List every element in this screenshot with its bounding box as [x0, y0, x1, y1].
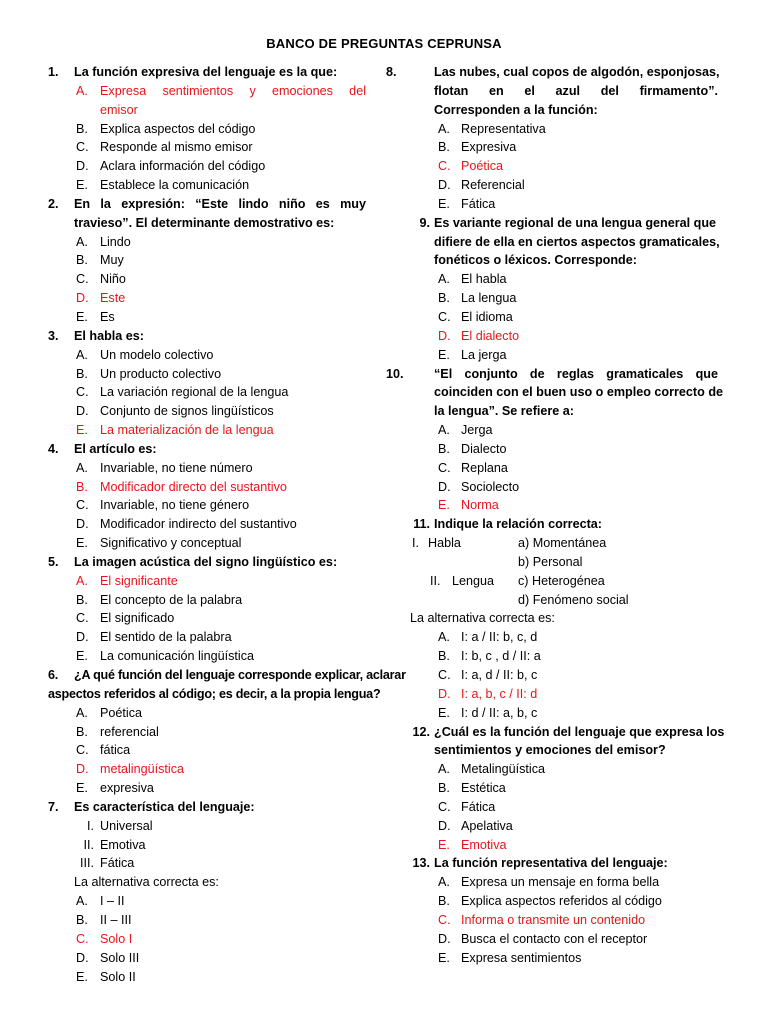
q13-option-e: E. Expresa sentimientos	[438, 950, 582, 965]
question-8-cont-1: flotan en el azul del firmamento”.	[434, 83, 718, 98]
q1-option-e: E. Establece la comunicación	[76, 178, 250, 193]
q11-a: a) Momentánea	[518, 536, 607, 551]
q4-option-a: A. Invariable, no tiene número	[76, 460, 253, 475]
q9-option-d: D. El dialecto	[438, 328, 520, 343]
q1-option-a-cont: emisor	[100, 102, 138, 117]
q11-match-row-3	[410, 572, 718, 591]
q1-option-c: C. Responde al mismo emisor	[76, 140, 253, 155]
q3-option-b: B. Un producto colectivo	[76, 366, 222, 381]
question-9-cont-2: fonéticos o léxicos. Corresponde:	[434, 253, 637, 268]
question-10-cont-1: coinciden con el buen uso o empleo correcto de	[434, 385, 724, 400]
q5-option-d: D. El sentido de la palabra	[76, 630, 232, 645]
q9-option-a: A. El habla	[438, 272, 507, 287]
question-1: 1. La función expresiva del lenguaje es la que:	[48, 65, 338, 79]
q12-option-d: D. Apelativa	[438, 818, 513, 833]
q3-option-e: E. La materialización de la lengua	[76, 423, 274, 438]
q8-option-c: C. Poética	[438, 159, 504, 174]
q7-option-a: A. I – II	[76, 894, 125, 909]
q11-d: d) Fenómeno social	[518, 592, 629, 607]
q7-option-c: C. Solo I	[76, 931, 133, 946]
q10-option-b: B. Dialecto	[438, 441, 507, 456]
q11-i-label: I.	[412, 536, 419, 551]
left-column	[48, 63, 406, 986]
q8-option-a: A. Representativa	[438, 121, 546, 136]
q10-option-d: D. Sociolecto	[438, 479, 520, 494]
q6-option-c: C. fática	[76, 743, 131, 758]
q1-option-b: B. Explica aspectos del código	[76, 121, 256, 136]
question-4: 4. El artículo es:	[48, 441, 157, 456]
question-9: 9. Es variante regional de una lengua general que	[419, 215, 717, 230]
question-2-cont: travieso”. El determinante demostrativo es:	[74, 215, 335, 230]
q3-option-a: A. Un modelo colectivo	[76, 347, 214, 362]
q11-sub-prompt: La alternativa correcta es:	[410, 611, 555, 626]
q11-option-a: A. I: a / II: b, c, d	[438, 630, 538, 645]
q2-option-b: B. Muy	[76, 253, 124, 268]
q11-option-b: B. I: b, c , d / II: a	[438, 649, 541, 664]
question-3: 3. El habla es:	[48, 328, 144, 343]
q7-option-d: D. Solo III	[76, 950, 140, 965]
q3-option-c: C. La variación regional de la lengua	[76, 385, 289, 400]
q12-option-e: E. Emotiva	[438, 837, 507, 852]
question-6: 6. ¿A qué función del lenguaje corresponde explicar, aclarar	[48, 668, 406, 682]
q11-match-row-2	[410, 553, 718, 572]
q5-option-a: A. El significante	[76, 573, 178, 588]
q2-option-e: E. Es	[76, 309, 115, 324]
q10-option-e: E. Norma	[438, 498, 499, 513]
q6-option-a: A. Poética	[76, 705, 143, 720]
q7-sub-prompt: La alternativa correcta es:	[74, 875, 219, 890]
q5-option-e: E. La comunicación lingüística	[76, 649, 255, 664]
question-5: 5. La imagen acústica del signo lingüístico es:	[48, 554, 338, 569]
q11-option-c: C. I: a, d / II: b, c	[438, 668, 538, 682]
q9-option-e: E. La jerga	[438, 347, 507, 362]
q1-option-d: D. Aclara información del código	[76, 159, 266, 174]
q9-option-c: C. El idioma	[438, 309, 513, 324]
q12-option-c: C. Fática	[438, 799, 496, 814]
q13-option-c: C. Informa o transmite un contenido	[438, 912, 646, 927]
q8-option-d: D. Referencial	[438, 178, 525, 193]
q6-option-e: E. expresiva	[76, 781, 154, 796]
q13-option-a: A. Expresa un mensaje en forma bella	[438, 875, 660, 890]
q7-option-b: B. II – III	[76, 912, 132, 927]
question-13: 13. La función representativa del lenguaje:	[412, 856, 668, 871]
right-column	[386, 63, 725, 968]
q11-i-text: Habla	[428, 536, 461, 551]
q5-option-b: B. El concepto de la palabra	[76, 592, 243, 607]
q11-ii-label: II.	[430, 573, 441, 588]
q3-option-d: D. Conjunto de signos lingüísticos	[76, 404, 274, 419]
q4-option-e: E. Significativo y conceptual	[76, 536, 242, 551]
q5-option-c: C. El significado	[76, 611, 175, 626]
question-6-cont: aspectos referidos al código; es decir, a la propia lengua?	[48, 686, 381, 701]
q12-option-a: A. Metalingüística	[438, 762, 545, 777]
q9-option-b: B. La lengua	[438, 291, 517, 306]
q11-b: b) Personal	[518, 554, 583, 569]
q2-option-a: A. Lindo	[76, 234, 131, 249]
q6-option-d: D. metalingüística	[76, 762, 184, 777]
q11-c: c) Heterogénea	[518, 573, 605, 588]
q8-option-e: E. Fática	[438, 196, 496, 211]
q1-option-a: A. Expresa sentimientos y emociones del	[76, 83, 366, 98]
q11-match-row-4	[410, 591, 718, 610]
q6-option-b: B. referencial	[76, 724, 159, 739]
q13-option-b: B. Explica aspectos referidos al código	[438, 894, 662, 909]
q2-option-d: D. Este	[76, 291, 126, 306]
question-8: 8. Las nubes, cual copos de algodón, esponjosas,	[386, 65, 720, 79]
question-12: 12. ¿Cuál es la función del lenguaje que expresa los	[412, 724, 725, 739]
question-10-cont-2: la lengua”. Se refiere a:	[434, 404, 574, 419]
q4-option-b: B. Modificador directo del sustantivo	[76, 479, 287, 494]
q11-option-e: E. I: d / II: a, b, c	[438, 705, 538, 720]
document-title: BANCO DE PREGUNTAS CEPRUNSA	[266, 36, 502, 51]
q2-option-c: C. Niño	[76, 272, 126, 287]
question-10: 10. “El conjunto de reglas gramaticales que	[386, 366, 718, 381]
q4-option-d: D. Modificador indirecto del sustantivo	[76, 517, 297, 532]
q11-option-d: D. I: a, b, c / II: d	[438, 686, 538, 701]
question-7: 7. Es característica del lenguaje:	[48, 799, 255, 814]
q4-option-c: C. Invariable, no tiene género	[76, 498, 250, 513]
q8-option-b: B. Expresiva	[438, 140, 517, 155]
q11-ii-text: Lengua	[452, 573, 495, 588]
q10-option-a: A. Jerga	[438, 423, 493, 438]
q10-option-c: C. Replana	[438, 460, 508, 475]
question-9-cont-1: difiere de ella en ciertos aspectos gramaticales,	[434, 234, 720, 249]
q13-option-d: D. Busca el contacto con el receptor	[438, 931, 648, 946]
question-2: 2. En la expresión: “Este lindo niño es muy	[48, 196, 366, 211]
q12-option-b: B. Estética	[438, 781, 506, 796]
question-12-cont: sentimientos y emociones del emisor?	[434, 743, 666, 758]
q7-item-i: I. Universal	[87, 818, 153, 833]
q7-item-ii: II. Emotiva	[83, 837, 146, 852]
q7-item-iii: III. Fática	[80, 856, 135, 871]
question-8-cont-2: Corresponden a la función:	[434, 102, 598, 117]
q11-match-row-1	[410, 534, 718, 553]
question-11: 11. Indique la relación correcta:	[413, 517, 602, 532]
q7-option-e: E. Solo II	[76, 969, 136, 984]
